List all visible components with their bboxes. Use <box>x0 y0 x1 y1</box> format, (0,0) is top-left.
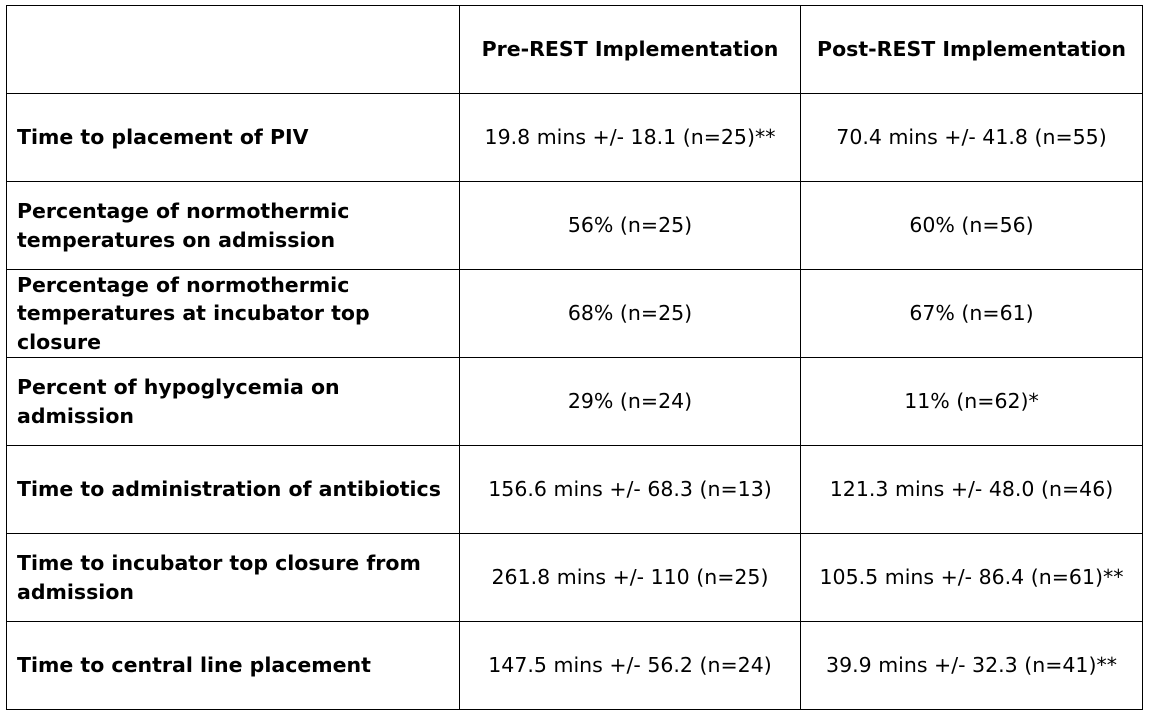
table-row <box>7 94 1143 182</box>
table-header-row <box>7 6 1143 94</box>
table-row <box>7 358 1143 446</box>
pre-rest-value: 261.8 mins +/- 110 (n=25) <box>460 534 801 622</box>
post-rest-value: 11% (n=62)* <box>801 358 1143 446</box>
pre-rest-value: 29% (n=24) <box>460 358 801 446</box>
pre-rest-value: 156.6 mins +/- 68.3 (n=13) <box>460 446 801 534</box>
post-rest-value: 67% (n=61) <box>801 270 1143 358</box>
row-label: Time to central line placement <box>7 622 460 710</box>
results-table <box>6 5 1143 710</box>
post-rest-value: 70.4 mins +/- 41.8 (n=55) <box>801 94 1143 182</box>
pre-rest-value: 147.5 mins +/- 56.2 (n=24) <box>460 622 801 710</box>
row-label: Time to incubator top closure from admission <box>7 534 460 622</box>
table-row <box>7 622 1143 710</box>
header-empty-cell <box>7 6 460 94</box>
table-row <box>7 182 1143 270</box>
post-rest-value: 39.9 mins +/- 32.3 (n=41)** <box>801 622 1143 710</box>
header-pre-rest: Pre-REST Implementation <box>460 6 801 94</box>
post-rest-value: 121.3 mins +/- 48.0 (n=46) <box>801 446 1143 534</box>
row-label: Percentage of normothermic temperatures on admission <box>7 182 460 270</box>
pre-rest-value: 19.8 mins +/- 18.1 (n=25)** <box>460 94 801 182</box>
post-rest-value: 60% (n=56) <box>801 182 1143 270</box>
results-table-container <box>6 5 1143 710</box>
pre-rest-value: 68% (n=25) <box>460 270 801 358</box>
pre-rest-value: 56% (n=25) <box>460 182 801 270</box>
row-label: Time to administration of antibiotics <box>7 446 460 534</box>
table-row <box>7 534 1143 622</box>
row-label: Percentage of normothermic temperatures at incubator top closure <box>7 270 460 358</box>
table-row <box>7 270 1143 358</box>
row-label: Percent of hypoglycemia on admission <box>7 358 460 446</box>
table-row <box>7 446 1143 534</box>
row-label: Time to placement of PIV <box>7 94 460 182</box>
post-rest-value: 105.5 mins +/- 86.4 (n=61)** <box>801 534 1143 622</box>
header-post-rest: Post-REST Implementation <box>801 6 1143 94</box>
